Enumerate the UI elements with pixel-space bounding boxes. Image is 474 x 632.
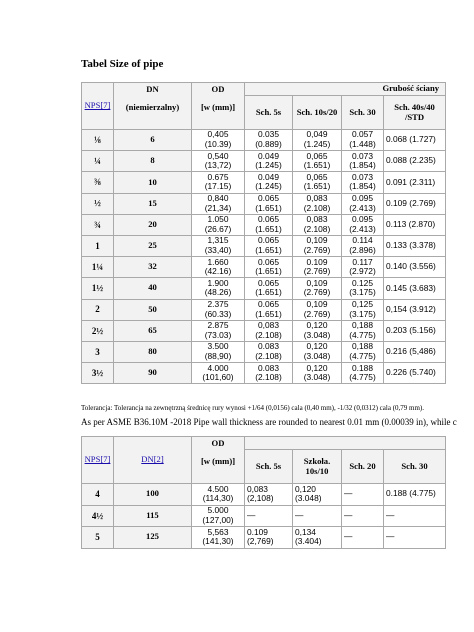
od-cell: 0,405 (10.39): [192, 130, 245, 151]
nps-cell: ⅛: [82, 130, 114, 151]
pipe-size-table-2: [81, 436, 446, 549]
sch5s-cell: 0.049 (1.245): [245, 172, 293, 193]
table-row: [82, 130, 446, 151]
header-od: OD [w (mm)]: [192, 437, 245, 484]
table-row: [82, 320, 446, 341]
sch10-cell: 0,109 (2.769): [293, 299, 342, 320]
table-row: [82, 527, 446, 549]
sch30-cell: 0.057 (1.448): [342, 130, 384, 151]
dn-cell: 32: [114, 257, 192, 278]
sch30-cell: 0.095 (2.413): [342, 193, 384, 214]
table-row: [82, 278, 446, 299]
header-nps[interactable]: NPS[7]: [82, 83, 114, 130]
nps-cell: 1½: [82, 278, 114, 299]
od-cell: 1.050 (26.67): [192, 214, 245, 235]
sch5s-cell: 0.065 (1.651): [245, 193, 293, 214]
od-cell: 1.660 (42.16): [192, 257, 245, 278]
sch10-cell: 0,083 (2.108): [293, 193, 342, 214]
asme-note: As per ASME B36.10M -2018 Pipe wall thickness are rounded to nearest 0.01 mm (0.00039 in), while c: [81, 417, 457, 427]
od-cell: 0,840 (21,34): [192, 193, 245, 214]
dn-cell: 25: [114, 235, 192, 256]
sch40-cell: 0.145 (3.683): [384, 278, 446, 299]
od-cell: 5.000 (127,00): [192, 505, 245, 527]
sch5s-cell: 0.083 (2.108): [245, 341, 293, 362]
header-sch30: Sch. 30: [342, 96, 384, 130]
sch40-cell: 0.203 (5.156): [384, 320, 446, 341]
sch30-cell: 0.073 (1.854): [342, 151, 384, 172]
sch30-cell: 0,188 (4.775): [342, 320, 384, 341]
sch10-cell: 0,120 (3.048): [293, 363, 342, 384]
sch10-cell: 0,109 (2.769): [293, 278, 342, 299]
header-sch5s: Sch. 5s: [245, 450, 293, 484]
nps-cell: ¼: [82, 151, 114, 172]
od-cell: 4.500 (114,30): [192, 484, 245, 506]
header-wall-thickness: Grubość ściany: [245, 83, 446, 96]
sch30-cell: 0,188 (4.775): [342, 341, 384, 362]
sch5s-cell: 0.035 (0.889): [245, 130, 293, 151]
sch30-cell: 0.073 (1.854): [342, 172, 384, 193]
sch5s-cell: 0.065 (1.651): [245, 214, 293, 235]
dn-cell: 100: [114, 484, 192, 506]
sch5s-cell: 0.065 (1.651): [245, 299, 293, 320]
dn-cell: 15: [114, 193, 192, 214]
header-sch30: Sch. 30: [384, 450, 446, 484]
nps-cell: ½: [82, 193, 114, 214]
nps-cell: 5: [82, 527, 114, 549]
nps-cell: ⅜: [82, 172, 114, 193]
header-sch5s: Sch. 5s: [245, 96, 293, 130]
dn-cell: 65: [114, 320, 192, 341]
table-row: [82, 257, 446, 278]
page-title: Tabel Size of pipe: [81, 58, 164, 70]
dn-cell: 125: [114, 527, 192, 549]
dn-cell: 90: [114, 363, 192, 384]
sch5s-cell: 0.065 (1.651): [245, 257, 293, 278]
sch40-cell: 0.068 (1.727): [384, 130, 446, 151]
sch5s-cell: 0.049 (1.245): [245, 151, 293, 172]
dn-cell: 80: [114, 341, 192, 362]
od-cell: 2.375 (60.33): [192, 299, 245, 320]
header-dn: DN (niemierzalny): [114, 83, 192, 130]
dn-cell: 8: [114, 151, 192, 172]
sch10-cell: 0,120 (3.048): [293, 484, 342, 506]
sch20-cell: —: [342, 505, 384, 527]
sch5s-cell: 0,083 (2.108): [245, 320, 293, 341]
sch10-cell: 0.109 (2.769): [293, 257, 342, 278]
sch10-cell: 0,049 (1.245): [293, 130, 342, 151]
sch30-cell: 0.188 (4.775): [384, 484, 446, 506]
sch10-cell: —: [293, 505, 342, 527]
od-cell: 4.000 (101,60): [192, 363, 245, 384]
sch40-cell: 0,154 (3.912): [384, 299, 446, 320]
table-row: [82, 151, 446, 172]
table-row: [82, 193, 446, 214]
dn-cell: 50: [114, 299, 192, 320]
dn-cell: 6: [114, 130, 192, 151]
sch10-cell: 0,120 (3.048): [293, 341, 342, 362]
sch10-cell: 0,083 (2.108): [293, 214, 342, 235]
nps-cell: 4: [82, 484, 114, 506]
header-sch10s20: Sch. 10s/20: [293, 96, 342, 130]
sch5s-cell: 0,083 (2,108): [245, 484, 293, 506]
sch5s-cell: 0.065 (1.651): [245, 278, 293, 299]
sch40-cell: 0.133 (3.378): [384, 235, 446, 256]
table-row: [82, 505, 446, 527]
sch30-cell: 0.117 (2.972): [342, 257, 384, 278]
sch40-cell: 0.088 (2.235): [384, 151, 446, 172]
header-sch40: Sch. 40s/40 /STD: [384, 96, 446, 130]
header-wall-thickness: [245, 437, 446, 450]
sch10-cell: 0,109 (2.769): [293, 235, 342, 256]
sch10-cell: 0,120 (3.048): [293, 320, 342, 341]
header-sch10s10: Szkoła. 10s/10: [293, 450, 342, 484]
sch30-cell: 0.095 (2.413): [342, 214, 384, 235]
nps-cell: 2½: [82, 320, 114, 341]
dn-cell: 10: [114, 172, 192, 193]
sch20-cell: —: [342, 484, 384, 506]
table-row: [82, 341, 446, 362]
table-row: [82, 299, 446, 320]
nps-cell: 1: [82, 235, 114, 256]
sch40-cell: 0.109 (2.769): [384, 193, 446, 214]
table-row: [82, 363, 446, 384]
header-sch20: Sch. 20: [342, 450, 384, 484]
header-nps[interactable]: NPS[7]: [82, 437, 114, 484]
pipe-size-table: [81, 82, 446, 384]
sch40-cell: 0.226 (5.740): [384, 363, 446, 384]
od-cell: 1.900 (48.26): [192, 278, 245, 299]
sch30-cell: 0,125 (3.175): [342, 299, 384, 320]
sch5s-cell: 0.083 (2.108): [245, 363, 293, 384]
sch10-cell: 0,065 (1.651): [293, 172, 342, 193]
sch30-cell: 0.114 (2.896): [342, 235, 384, 256]
nps-cell: 2: [82, 299, 114, 320]
od-cell: 0,540 (13,72): [192, 151, 245, 172]
sch5s-cell: 0.065 (1.651): [245, 235, 293, 256]
table-row: [82, 235, 446, 256]
dn-cell: 40: [114, 278, 192, 299]
sch30-cell: —: [384, 527, 446, 549]
sch5s-cell: —: [245, 505, 293, 527]
table-row: [82, 172, 446, 193]
sch40-cell: 0.091 (2.311): [384, 172, 446, 193]
sch5s-cell: 0.109 (2,769): [245, 527, 293, 549]
sch30-cell: 0.188 (4.775): [342, 363, 384, 384]
od-cell: 1,315 (33,40): [192, 235, 245, 256]
sch40-cell: 0.216 (5,486): [384, 341, 446, 362]
nps-cell: 3: [82, 341, 114, 362]
header-dn[interactable]: DN[2]: [114, 437, 192, 484]
sch10-cell: 0,065 (1.651): [293, 151, 342, 172]
sch40-cell: 0.140 (3.556): [384, 257, 446, 278]
sch30-cell: —: [384, 505, 446, 527]
od-cell: 0.675 (17.15): [192, 172, 245, 193]
sch10-cell: 0,134 (3.404): [293, 527, 342, 549]
od-cell: 2.875 (73.03): [192, 320, 245, 341]
sch20-cell: —: [342, 527, 384, 549]
dn-cell: 115: [114, 505, 192, 527]
dn-cell: 20: [114, 214, 192, 235]
header-od: OD [w (mm)]: [192, 83, 245, 130]
sch40-cell: 0.113 (2.870): [384, 214, 446, 235]
sch30-cell: 0.125 (3.175): [342, 278, 384, 299]
nps-cell: 3½: [82, 363, 114, 384]
od-cell: 3.500 (88,90): [192, 341, 245, 362]
table-row: [82, 214, 446, 235]
tolerance-note: Tolerancja: Tolerancja na zewnętrzną średnicę rury wynosi +1/64 (0,0156) cala (0,40 mm), -1/32 (0,0312) cala (0,79 mm).: [81, 404, 424, 412]
od-cell: 5,563 (141,30): [192, 527, 245, 549]
nps-cell: ¾: [82, 214, 114, 235]
nps-cell: 1¼: [82, 257, 114, 278]
nps-cell: 4½: [82, 505, 114, 527]
table-row: [82, 484, 446, 506]
